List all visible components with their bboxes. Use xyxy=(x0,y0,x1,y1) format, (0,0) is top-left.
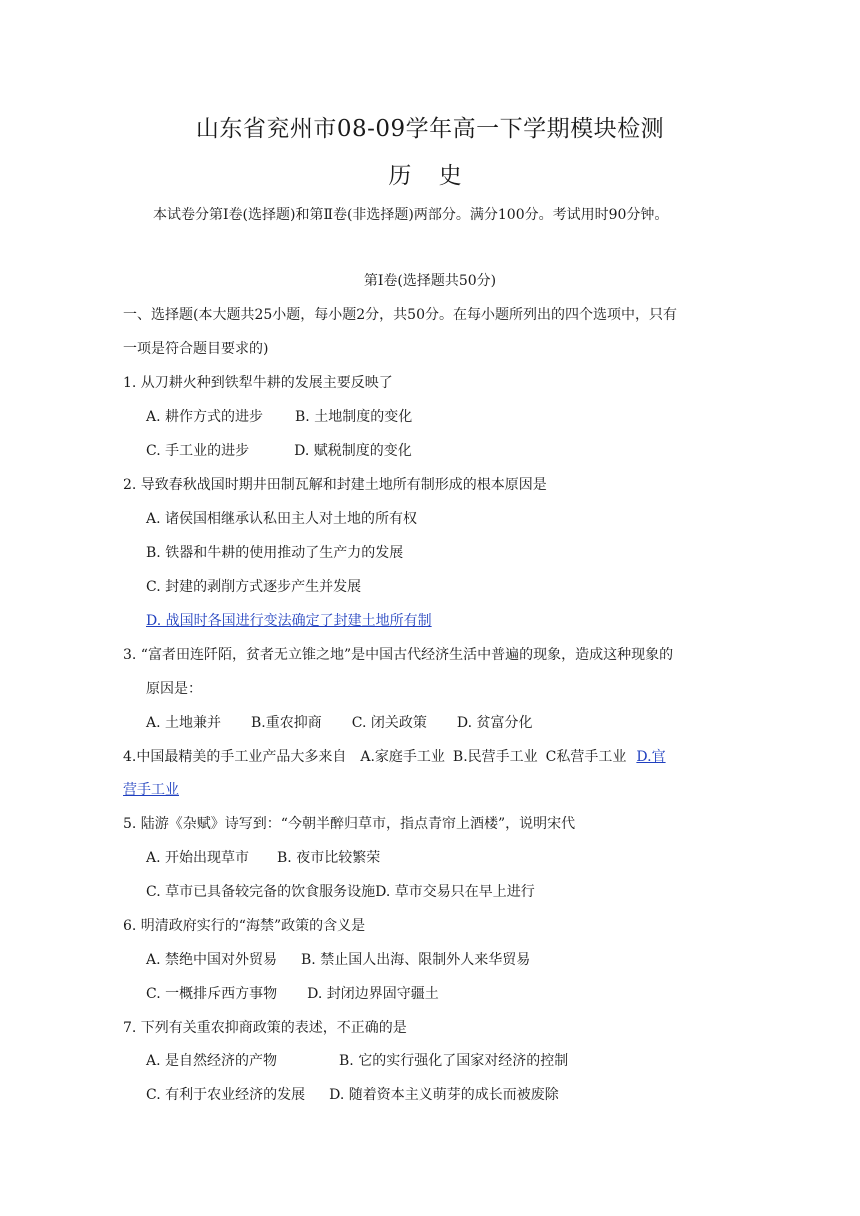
question-2-option-c: C. 封建的剥削方式逐步产生并发展 xyxy=(146,579,362,595)
question-1-option-b: B. 土地制度的变化 xyxy=(295,409,413,425)
question-3-option-b: B.重农抑商 xyxy=(251,715,322,731)
question-3-options xyxy=(146,712,533,732)
question-5-options-row-1 xyxy=(146,847,380,867)
question-7-option-d: D. 随着资本主义萌芽的成长而被废除 xyxy=(329,1087,559,1103)
question-5-option-a: A. 开始出现草市 xyxy=(146,850,250,866)
question-7-option-b: B. 它的实行强化了国家对经济的控制 xyxy=(339,1053,569,1069)
question-3-option-c: C. 闭关政策 xyxy=(351,715,427,731)
question-2-option-d-link[interactable] xyxy=(123,610,432,630)
question-7-options-row-1 xyxy=(146,1050,568,1070)
section-title: 第Ⅰ卷(选择题共50分) xyxy=(363,273,497,289)
question-4-stem: 4.中国最精美的手工业产品大多来自 xyxy=(123,749,347,765)
question-4-option-d-link-part-2[interactable]: 营手工业 xyxy=(123,782,179,798)
question-2-option-b: B. 铁器和牛耕的使用推动了生产力的发展 xyxy=(146,545,404,561)
question-7-options-row-2 xyxy=(146,1084,559,1104)
question-6-option-b: B. 禁止国人出海、限制外人来华贸易 xyxy=(301,952,531,968)
question-7-option-a: A. 是自然经济的产物 xyxy=(146,1053,278,1069)
question-1-option-c: C. 手工业的进步 xyxy=(146,443,250,459)
question-4-option-a: A.家庭手工业 xyxy=(360,749,445,765)
question-6-option-a: A. 禁绝中国对外贸易 xyxy=(146,952,278,968)
question-4-option-c: C私营手工业 xyxy=(545,749,627,765)
instructions-line-2: 一项是符合题目要求的) xyxy=(123,341,269,357)
question-1-option-d: D. 赋税制度的变化 xyxy=(294,443,412,459)
question-3-option-d: D. 贫富分化 xyxy=(456,715,533,731)
exam-intro: 本试卷分第Ⅰ卷(选择题)和第Ⅱ卷(非选择题)两部分。满分100分。考试用时90分钟。 xyxy=(153,207,669,223)
question-3-option-a: A. 土地兼并 xyxy=(146,715,222,731)
instructions-line-1: 一、选择题(本大题共25小题，每小题2分，共50分。在每小题所列出的四个选项中，只有 xyxy=(123,307,677,323)
question-5-option-d: D. 草市交易只在早上进行 xyxy=(375,884,535,900)
question-5-stem: 5. 陆游《杂赋》诗写到：“今朝半醉归草市，指点青帘上酒楼”，说明宋代 xyxy=(123,816,576,832)
exam-subject: 历 史 xyxy=(388,163,472,189)
question-5-option-b: B. 夜市比较繁荣 xyxy=(277,850,381,866)
question-1-stem: 1. 从刀耕火种到铁犁牛耕的发展主要反映了 xyxy=(123,375,393,391)
question-4-line-2 xyxy=(123,779,179,799)
question-5-option-c: C. 草市已具备较完备的饮食服务设施 xyxy=(146,884,376,900)
question-3-stem-line-1: 3. “富者田连阡陌，贫者无立锥之地”是中国古代经济生活中普遍的现象，造成这种现象的 xyxy=(123,647,674,663)
question-1-options-row-1 xyxy=(146,406,412,426)
question-7-option-c: C. 有利于农业经济的发展 xyxy=(146,1087,306,1103)
question-7-stem: 7. 下列有关重农抑商政策的表述，不正确的是 xyxy=(123,1020,407,1036)
question-4-option-b: B.民营手工业 xyxy=(452,749,538,765)
question-6-options-row-1 xyxy=(146,949,530,969)
question-1-option-a: A. 耕作方式的进步 xyxy=(146,409,264,425)
question-2-option-a: A. 诸侯国相继承认私田主人对土地的所有权 xyxy=(146,511,418,527)
question-6-stem: 6. 明清政府实行的“海禁”政策的含义是 xyxy=(123,918,366,934)
exam-title: 山东省兖州市08-09学年高一下学期模块检测 xyxy=(195,116,665,142)
question-4-line-1 xyxy=(123,746,666,766)
question-1-options-row-2 xyxy=(146,440,412,460)
question-2-option-d[interactable]: D. 战国时各国进行变法确定了封建土地所有制 xyxy=(146,613,432,629)
question-3-stem-line-2: 原因是： xyxy=(146,681,202,697)
question-4-option-d-link-part-1[interactable]: D.官 xyxy=(636,749,666,765)
question-2-stem: 2. 导致春秋战国时期井田制瓦解和封建土地所有制形成的根本原因是 xyxy=(123,477,547,493)
question-6-options-row-2 xyxy=(146,983,439,1003)
question-6-option-c: C. 一概排斥西方事物 xyxy=(146,986,278,1002)
question-5-options-row-2 xyxy=(146,881,535,901)
question-6-option-d: D. 封闭边界固守疆土 xyxy=(307,986,439,1002)
